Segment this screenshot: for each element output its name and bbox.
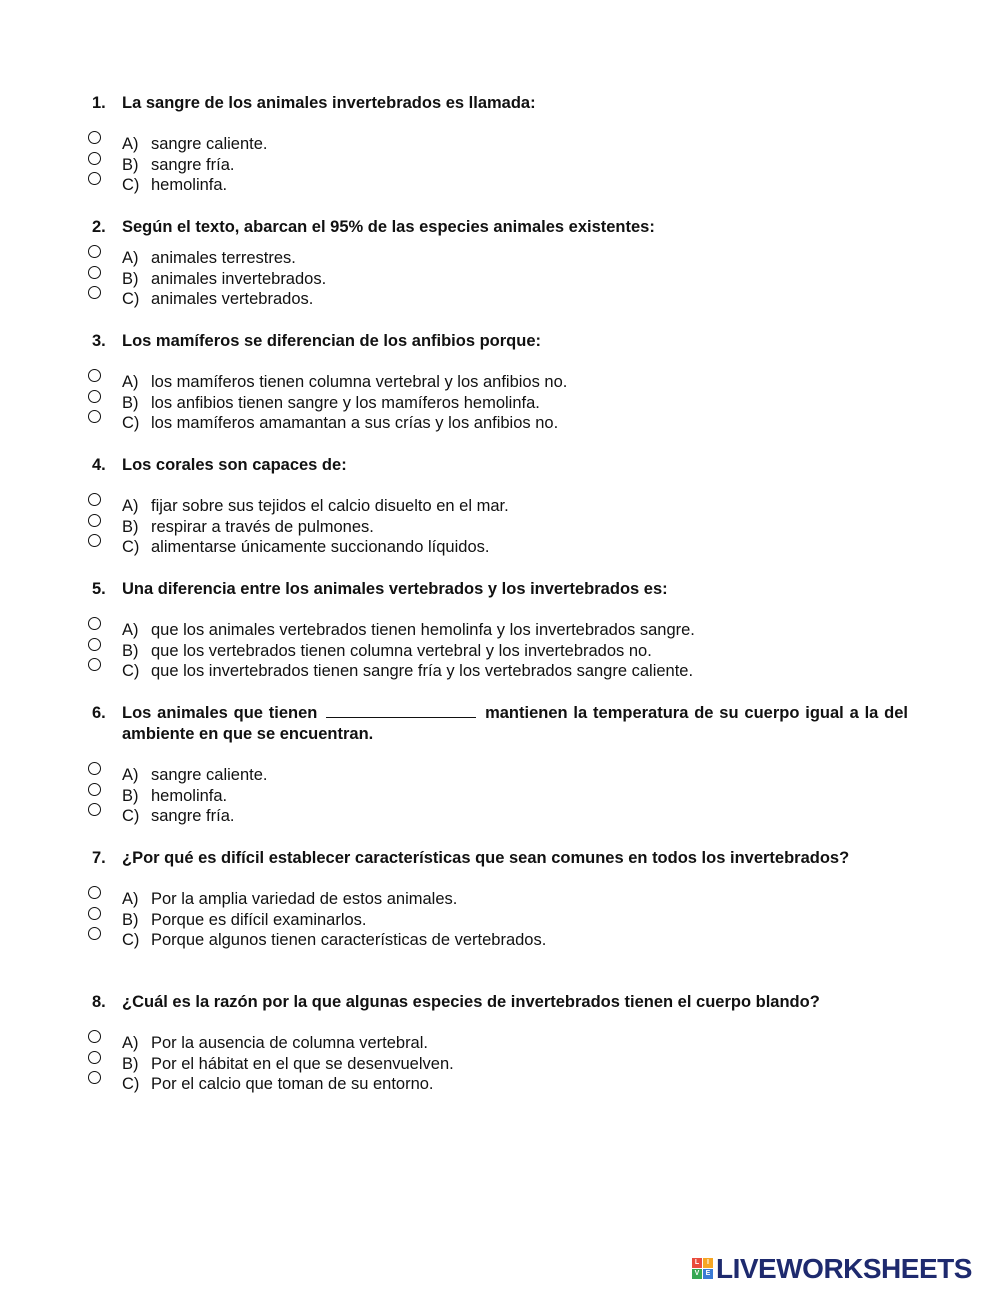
fill-in-blank[interactable] [326, 703, 476, 718]
question-heading [92, 848, 908, 869]
option-letter: C) [122, 290, 140, 309]
radio-button[interactable] [88, 927, 101, 940]
radio-button[interactable] [88, 658, 101, 671]
question-number: 7. [92, 849, 106, 867]
option-text: animales terrestres. [151, 249, 296, 267]
option-text: Porque es difícil examinarlos. [151, 910, 367, 929]
question-text: ¿Por qué es difícil establecer características que sean comunes en todos los invertebrados? [122, 849, 850, 867]
question-text-before-blank: Los animales que tienen [122, 704, 318, 722]
question-4 [0, 455, 1000, 557]
option-b [88, 641, 938, 662]
question-6 [0, 703, 1000, 826]
option-letter: B) [122, 269, 139, 288]
question-heading [92, 703, 908, 745]
question-text: Los corales son capaces de: [122, 456, 347, 474]
logo-tile-i: I [703, 1258, 713, 1268]
option-a [88, 134, 938, 155]
option-letter: B) [122, 1054, 139, 1073]
option-letter: C) [122, 176, 140, 195]
question-number: 3. [92, 332, 106, 350]
option-a [88, 620, 938, 641]
options-list [88, 765, 938, 827]
radio-button[interactable] [88, 245, 101, 258]
option-text: Porque algunos tienen características de vertebrados. [151, 931, 547, 950]
question-3 [0, 331, 1000, 433]
option-text: Por la amplia variedad de estos animales. [151, 890, 458, 908]
option-letter: A) [122, 249, 139, 267]
question-number: 2. [92, 218, 106, 236]
option-a [88, 372, 938, 393]
options-list [88, 134, 938, 196]
radio-button[interactable] [88, 390, 101, 403]
option-a [88, 889, 938, 910]
question-number: 8. [92, 993, 106, 1011]
option-c [88, 537, 938, 558]
option-b [88, 393, 938, 414]
radio-button[interactable] [88, 1051, 101, 1064]
question-heading [92, 992, 908, 1013]
option-text: los mamíferos tienen columna vertebral y los anfibios no. [151, 373, 568, 391]
option-b [88, 517, 938, 538]
question-heading [92, 579, 908, 600]
option-text: sangre fría. [151, 807, 235, 826]
option-a [88, 496, 938, 517]
option-text: alimentarse únicamente succionando líquidos. [151, 538, 490, 557]
option-c [88, 175, 938, 196]
options-list [88, 372, 938, 434]
options-list [88, 1033, 938, 1095]
radio-button[interactable] [88, 286, 101, 299]
option-letter: B) [122, 155, 139, 174]
question-text: Según el texto, abarcan el 95% de las especies animales existentes: [122, 218, 655, 236]
option-letter: B) [122, 910, 139, 929]
option-letter: A) [122, 1034, 139, 1052]
option-b [88, 1054, 938, 1075]
question-text: Una diferencia entre los animales vertebrados y los invertebrados es: [122, 580, 668, 598]
option-b [88, 155, 938, 176]
radio-button[interactable] [88, 638, 101, 651]
radio-button[interactable] [88, 783, 101, 796]
option-text: que los animales vertebrados tienen hemolinfa y los invertebrados sangre. [151, 621, 695, 639]
option-c [88, 806, 938, 827]
option-text: hemolinfa. [151, 786, 228, 805]
option-text: Por el hábitat en el que se desenvuelven. [151, 1054, 454, 1073]
question-number: 6. [92, 704, 106, 722]
option-text: sangre caliente. [151, 766, 268, 784]
radio-button[interactable] [88, 172, 101, 185]
option-text: los mamíferos amamantan a sus crías y los anfibios no. [151, 414, 559, 433]
radio-button[interactable] [88, 534, 101, 547]
option-letter: B) [122, 786, 139, 805]
question-text: Los mamíferos se diferencian de los anfibios porque: [122, 332, 542, 350]
option-letter: C) [122, 807, 140, 826]
radio-button[interactable] [88, 369, 101, 382]
option-letter: C) [122, 1075, 140, 1094]
liveworksheets-logo-icon [692, 1258, 714, 1280]
options-list [88, 496, 938, 558]
option-letter: C) [122, 662, 140, 681]
question-8 [0, 992, 1000, 1094]
question-heading [92, 93, 908, 114]
question-5 [0, 579, 1000, 681]
option-letter: A) [122, 766, 139, 784]
question-7 [0, 848, 1000, 950]
radio-button[interactable] [88, 131, 101, 144]
option-text: Por la ausencia de columna vertebral. [151, 1034, 428, 1052]
option-text: animales invertebrados. [151, 269, 327, 288]
option-a [88, 248, 938, 269]
option-text: respirar a través de pulmones. [151, 517, 374, 536]
option-text: sangre fría. [151, 155, 235, 174]
option-text: los anfibios tienen sangre y los mamíferos hemolinfa. [151, 393, 540, 412]
option-letter: A) [122, 497, 139, 515]
option-letter: A) [122, 373, 139, 391]
option-letter: B) [122, 393, 139, 412]
radio-button[interactable] [88, 493, 101, 506]
question-number: 4. [92, 456, 106, 474]
brand-name: LIVEWORKSHEETS [716, 1253, 972, 1284]
option-text: sangre caliente. [151, 135, 268, 153]
option-letter: A) [122, 621, 139, 639]
option-b [88, 910, 938, 931]
options-list [88, 620, 938, 682]
question-text: ¿Cuál es la razón por la que algunas especies de invertebrados tienen el cuerpo blando? [122, 993, 820, 1011]
logo-tile-v: V [692, 1269, 702, 1279]
logo-tile-l: L [692, 1258, 702, 1268]
question-heading [92, 331, 908, 352]
liveworksheets-brand [692, 1253, 972, 1284]
question-text-after-blank: mantienen la temperatura de su cuerpo igual a la del ambiente en que se encuentran. [122, 704, 909, 743]
radio-button[interactable] [88, 514, 101, 527]
option-letter: A) [122, 890, 139, 908]
option-c [88, 930, 938, 951]
option-c [88, 661, 938, 682]
option-letter: C) [122, 414, 140, 433]
option-text: que los vertebrados tienen columna vertebral y los invertebrados no. [151, 641, 652, 660]
option-a [88, 1033, 938, 1054]
question-heading [92, 455, 908, 476]
radio-button[interactable] [88, 266, 101, 279]
options-list [88, 889, 938, 951]
question-text: La sangre de los animales invertebrados es llamada: [122, 94, 536, 112]
radio-button[interactable] [88, 617, 101, 630]
option-text: Por el calcio que toman de su entorno. [151, 1075, 434, 1094]
option-letter: B) [122, 517, 139, 536]
question-number: 1. [92, 94, 106, 112]
options-list [88, 248, 938, 310]
radio-button[interactable] [88, 803, 101, 816]
option-c [88, 413, 938, 434]
question-1 [0, 93, 1000, 195]
radio-button[interactable] [88, 152, 101, 165]
radio-button[interactable] [88, 410, 101, 423]
option-text: que los invertebrados tienen sangre fría y los vertebrados sangre caliente. [151, 662, 694, 681]
radio-button[interactable] [88, 886, 101, 899]
option-c [88, 289, 938, 310]
option-letter: C) [122, 538, 140, 557]
option-text: animales vertebrados. [151, 290, 314, 309]
question-2 [0, 217, 1000, 309]
option-letter: B) [122, 641, 139, 660]
option-text: fijar sobre sus tejidos el calcio disuelto en el mar. [151, 497, 509, 515]
option-letter: A) [122, 135, 139, 153]
option-b [88, 786, 938, 807]
question-heading [92, 217, 908, 238]
question-number: 5. [92, 580, 106, 598]
option-letter: C) [122, 931, 140, 950]
radio-button[interactable] [88, 762, 101, 775]
option-c [88, 1074, 938, 1095]
logo-tile-e: E [703, 1269, 713, 1279]
radio-button[interactable] [88, 1030, 101, 1043]
option-b [88, 269, 938, 290]
question-text [122, 703, 908, 745]
option-a [88, 765, 938, 786]
option-text: hemolinfa. [151, 176, 228, 195]
radio-button[interactable] [88, 907, 101, 920]
radio-button[interactable] [88, 1071, 101, 1084]
